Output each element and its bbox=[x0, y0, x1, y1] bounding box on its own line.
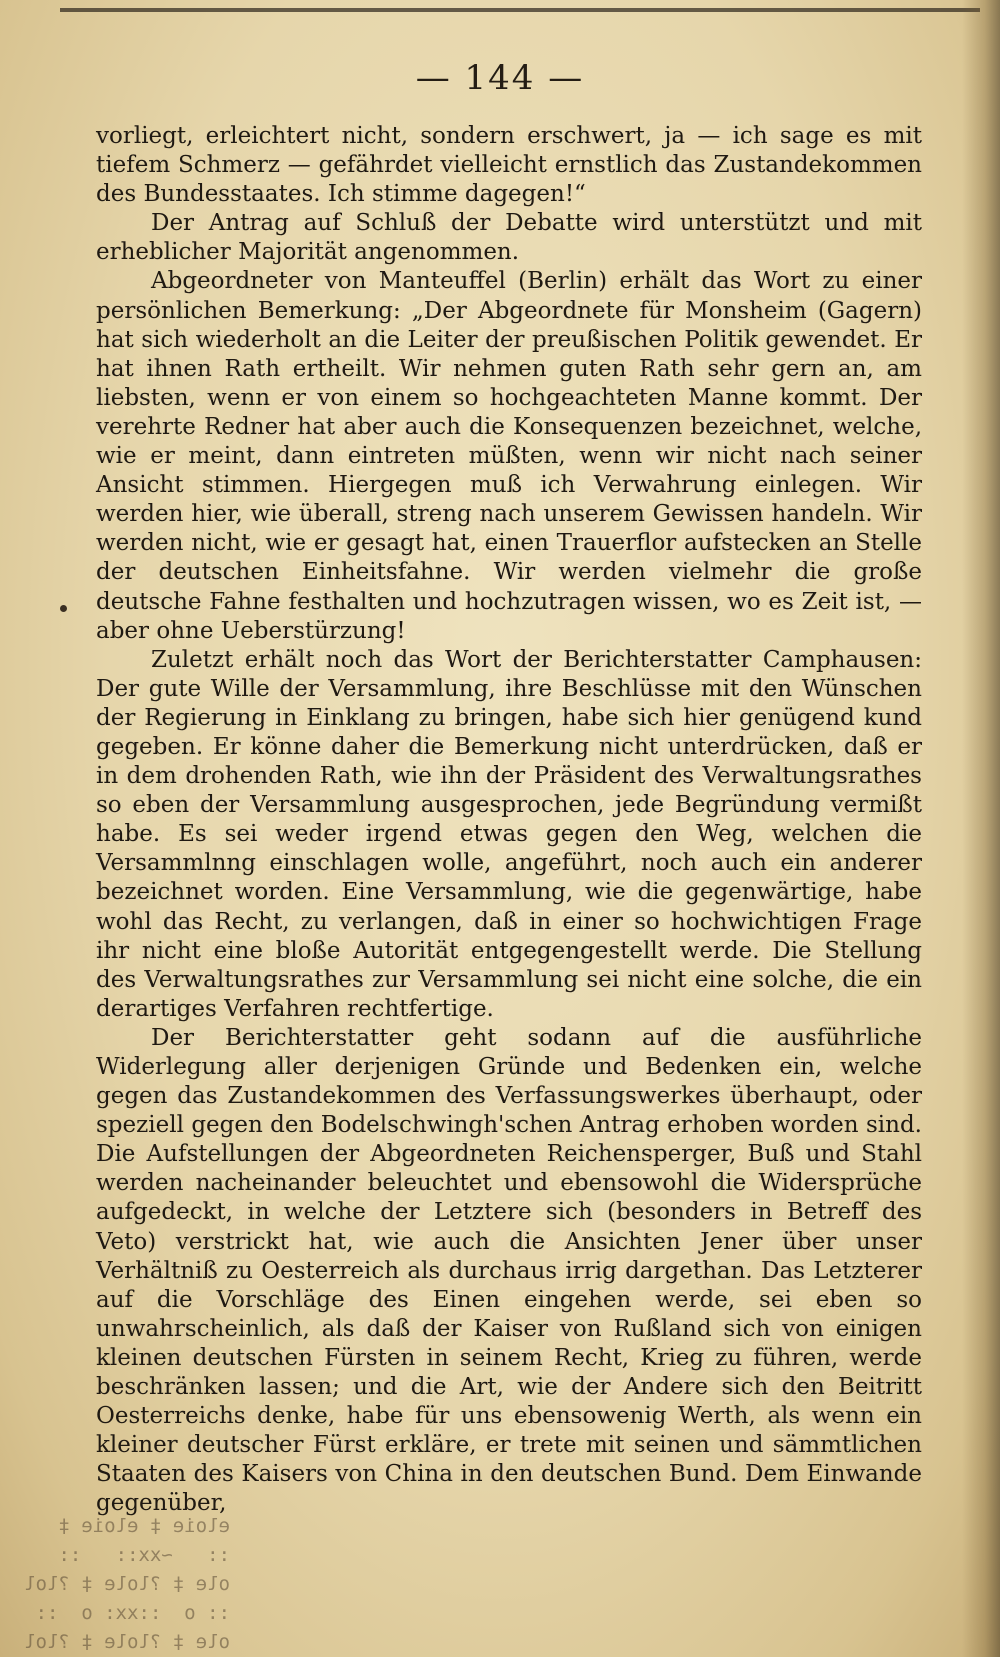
paragraph-2: Der Antrag auf Schluß der Debatte wird unterstützt und mit erheblicher Majorität angenommen. bbox=[96, 210, 922, 266]
paragraph-1: vorliegt, erleichtert nicht, sondern erschwert, ja — ich sage es mit tiefem Schmerz — gefährdet vielleicht ernstlich das Zustandekommen des Bundesstaates. Ich stimme dagegen!“ bbox=[96, 123, 922, 208]
page-number: — 144 — bbox=[415, 58, 585, 98]
ink-dot-mark bbox=[60, 605, 67, 612]
body-text bbox=[96, 122, 922, 1519]
paragraph-4: Zuletzt erhält noch das Wort der Berichterstatter Camphausen: Der gute Wille der Versammlung, ihre Beschlüsse mit den Wünschen der Regierung in Einklang zu bringen, habe sich hier genügend kund gegeben. Er könne daher die Bemerkung nicht unterdrücken, daß er in dem drohenden Rath, wie ihn der Präsident des Verwaltungsrathes so eben der Versammlung ausgesprochen, jede Begründung vermißt habe. Es sei weder irgend etwas gegen den Weg, welchen die Versammlnng einschlagen wolle, angeführt, noch auch ein anderer bezeichnet worden. Eine Versammlung, wie die gegenwärtige, habe wohl das Recht, zu verlangen, daß in einer so hochwichtigen Frage ihr nicht eine bloße Autorität entgegengestellt werde. Die Stellung des Verwaltungsrathes zur Versammlung sei nicht eine solche, die ein derartiges Verfahren rechtfertige. bbox=[96, 646, 922, 1022]
bleed-through-text: eloie ‡ eloie ‡ :: ~xx:: :: ole ‡ ?lole ‡ ?lol :: o ::xx: o :: ole ‡ ?lole ‡ ?lol bbox=[24, 1515, 230, 1653]
paragraph-5: Der Berichterstatter geht sodann auf die ausführliche Widerlegung aller derjenigen Gründe und Bedenken ein, welche gegen das Zustandekommen des Verfassungswerkes überhaupt, oder speziell gegen den Bodelschwingh'schen Antrag erhoben worden sind. Die Aufstellungen der Abgeordneten Reichensperger, Buß und Stahl werden nacheinander beleuchtet und ebensowohl die Widersprüche aufgedeckt, in welche der Letztere sich (besonders in Betreff des Veto) verstrickt hat, wie auch die Ansichten Jener über unser Verhältniß zu Oesterreich als durchaus irrig dargethan. Das Letzterer auf die Vorschläge des Einen eingehen werde, sei eben so unwahrscheinlich, als daß der Kaiser von Rußland sich von einigen kleinen deutschen Fürsten in seinem Recht, Krieg zu führen, werde beschränken lassen; und die Art, wie der Andere sich den Beitritt Oesterreichs denke, habe für uns ebensowenig Werth, als wenn ein kleiner deutscher Fürst erkläre, er trete mit seinen und sämmtlichen Staaten des Kaisers von China in den deutschen Bund. Dem Einwande gegenüber, bbox=[96, 1024, 922, 1517]
page-edge-shadow bbox=[962, 0, 1000, 1657]
page-top-rule bbox=[60, 8, 980, 12]
paragraph-3: Abgeordneter von Manteuffel (Berlin) erhält das Wort zu einer persönlichen Bemerkung: „Der Abgeordnete für Monsheim (Gagern) hat sich wiederholt an die Leiter der preußischen Politik gewendet. Er hat ihnen Rath ertheilt. Wir nehmen guten Rath sehr gern an, am liebsten, wenn er von einem so hochgeachteten Manne kommt. Der verehrte Redner hat aber auch die Konsequenzen bezeichnet, welche, wie er meint, dann eintreten müßten, wenn wir nicht nach seiner Ansicht stimmen. Hiergegen muß ich Verwahrung einlegen. Wir werden hier, wie überall, streng nach unserem Gewissen handeln. Wir werden nicht, wie er gesagt hat, einen Trauerflor aufstecken an Stelle der deutschen Einheitsfahne. Wir werden vielmehr die große deutsche Fahne festhalten und hochzutragen wissen, wo es Zeit ist, — aber ohne Ueberstürzung! bbox=[96, 268, 922, 644]
